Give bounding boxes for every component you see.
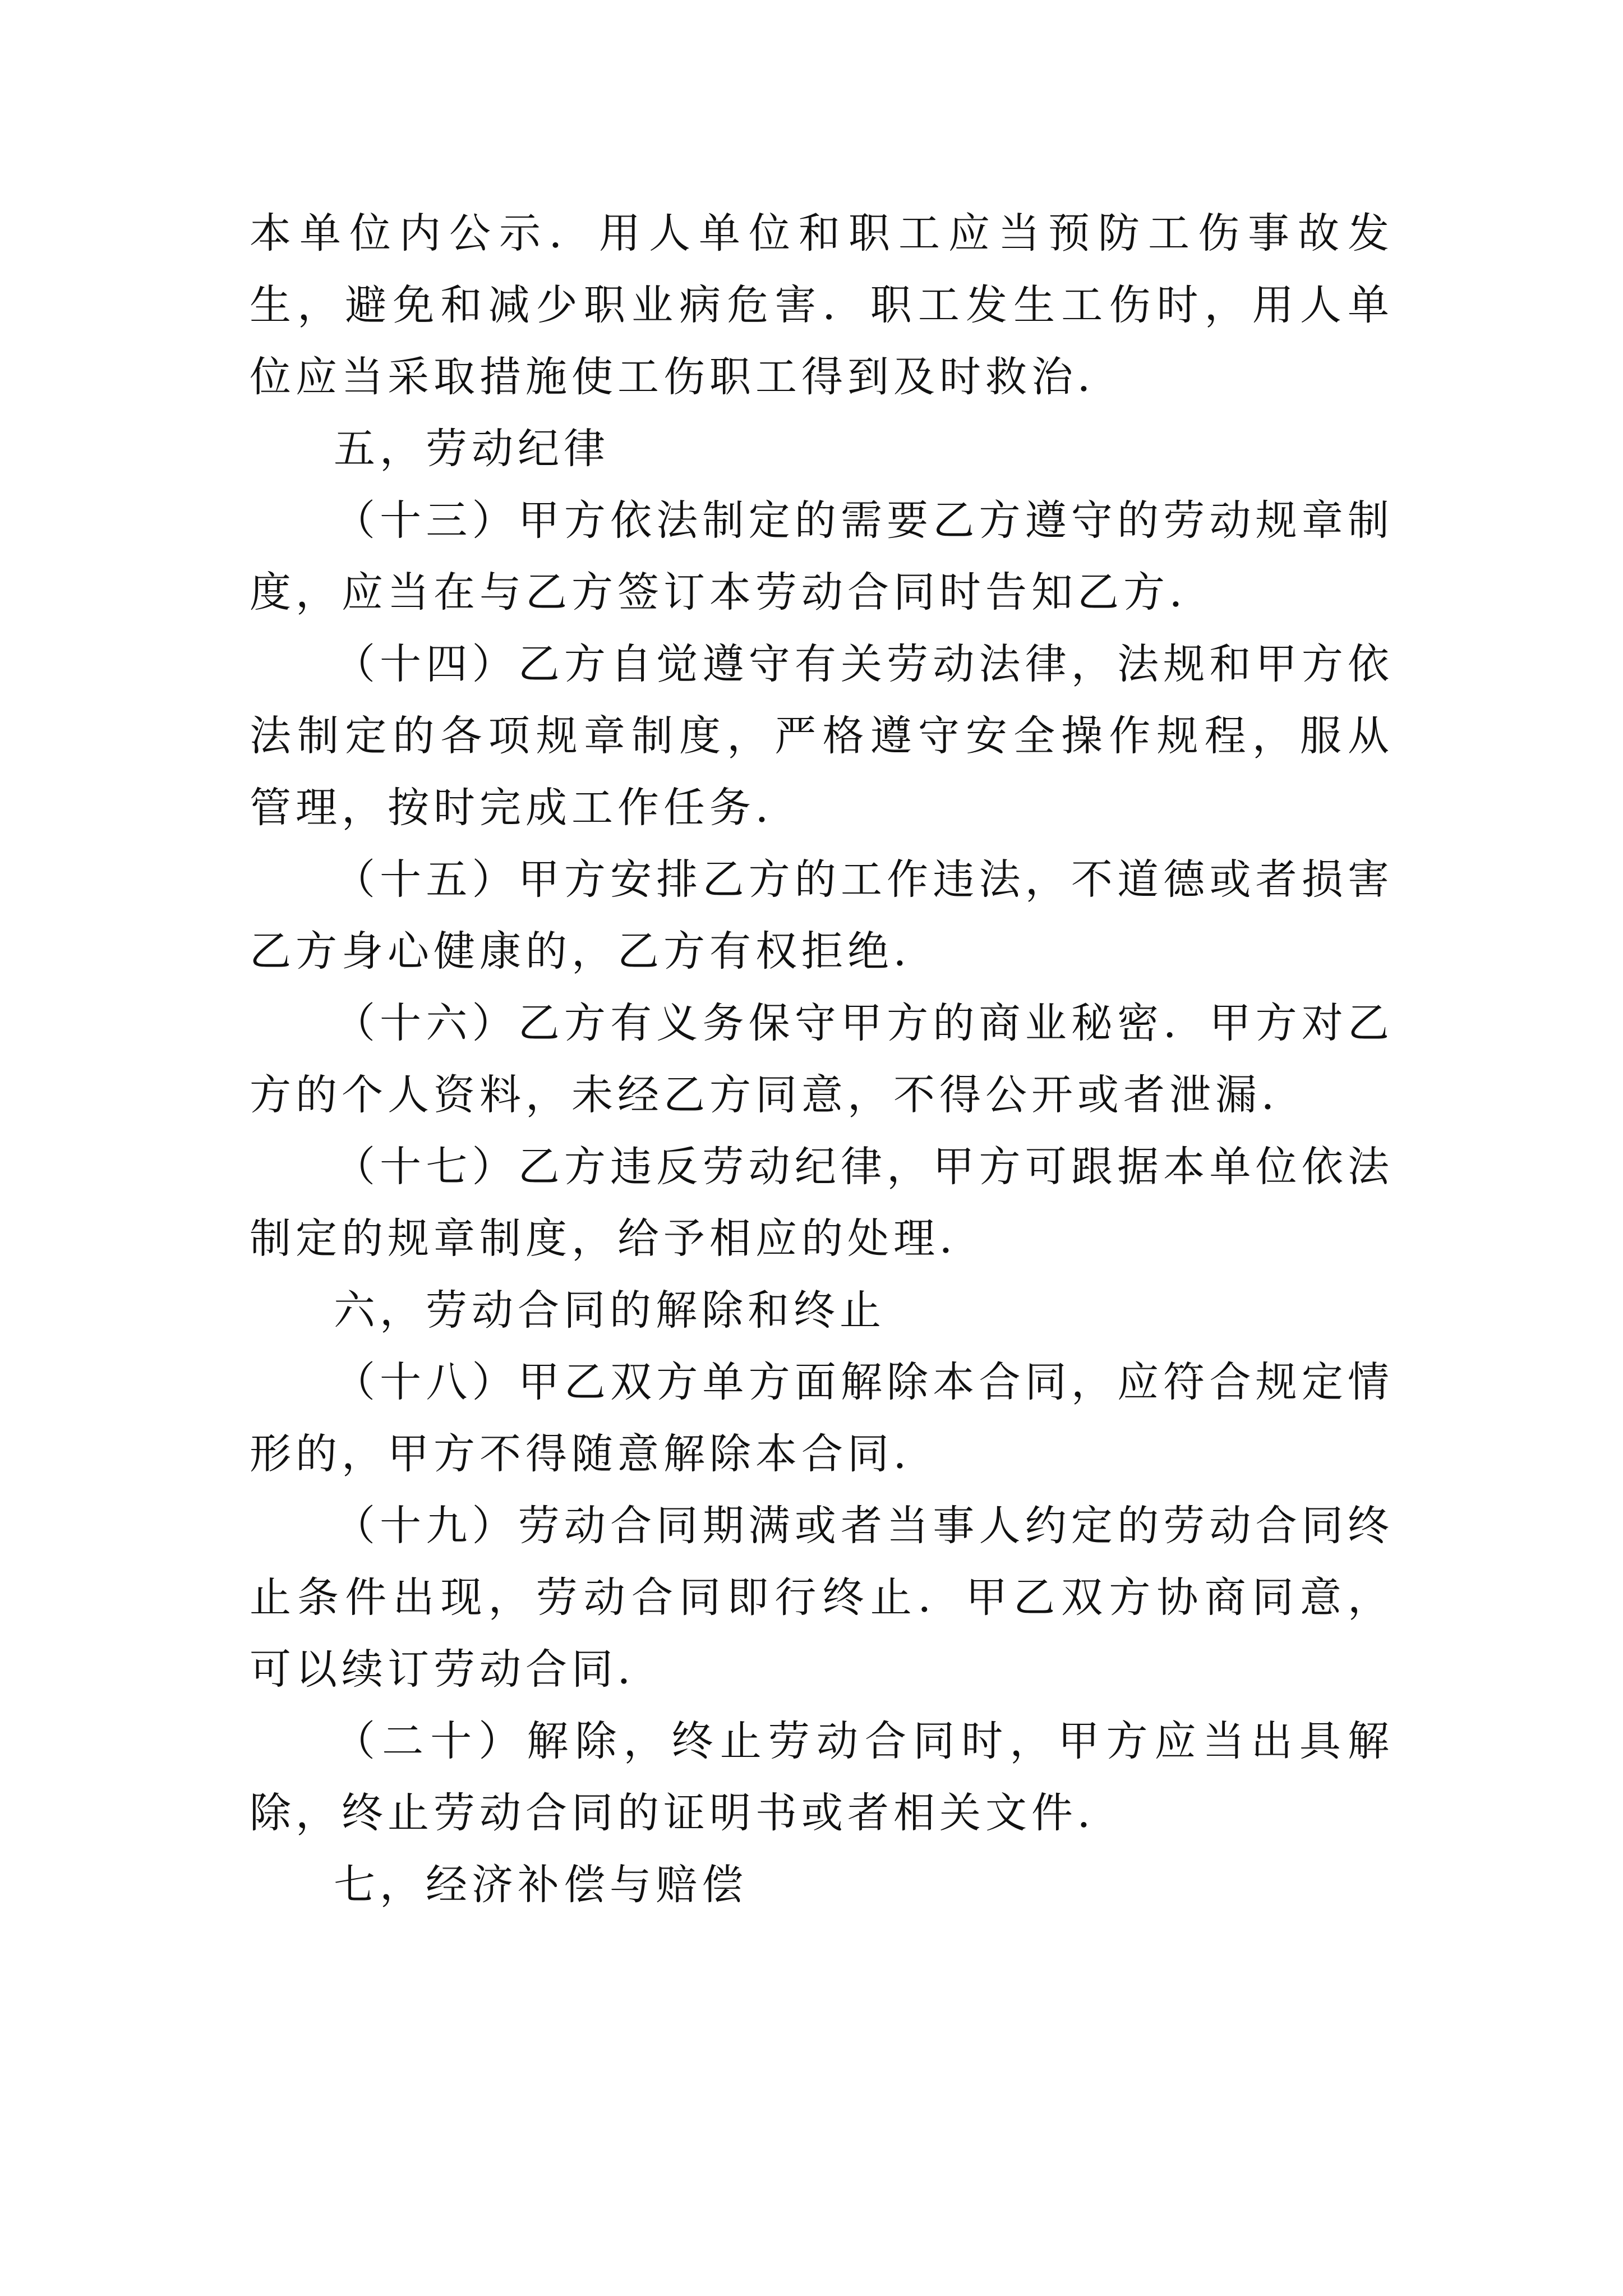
paragraph-item-15: （十五）甲方安排乙方的工作违法，不道德或者损害乙方身心健康的，乙方有权拒绝． — [250, 855, 1394, 976]
paragraph-item-20: （二十）解除，终止劳动合同时，甲方应当出具解除，终止劳动合同的证明书或者相关文件． — [250, 1717, 1394, 1837]
section-heading-contract-termination: 六，劳动合同的解除和终止 — [334, 1286, 886, 1335]
paragraph-item-13: （十三）甲方依法制定的需要乙方遵守的劳动规章制度，应当在与乙方签订本劳动合同时告知乙方． — [250, 496, 1394, 616]
paragraph-item-16: （十六）乙方有义务保守甲方的商业秘密．甲方对乙方的个人资料，未经乙方同意，不得公开或者泄漏． — [250, 999, 1394, 1119]
section-heading-compensation: 七，经济补偿与赔偿 — [334, 1861, 748, 1909]
section-heading-labor-discipline: 五，劳动纪律 — [334, 425, 610, 473]
paragraph-item-19: （十九）劳动合同期满或者当事人约定的劳动合同终止条件出现，劳动合同即行终止．甲乙双方协商同意，可以续订劳动合同． — [250, 1502, 1394, 1694]
paragraph-work-injury-notice: 本单位内公示．用人单位和职工应当预防工伤事故发生，避免和减少职业病危害．职工发生工伤时，用人单位应当采取措施使工伤职工得到及时救治． — [250, 209, 1394, 401]
paragraph-item-14: （十四）乙方自觉遵守有关劳动法律，法规和甲方依法制定的各项规章制度，严格遵守安全操作规程，服从管理，按时完成工作任务． — [250, 640, 1394, 832]
paragraph-item-18: （十八）甲乙双方单方面解除本合同，应符合规定情形的，甲方不得随意解除本合同． — [250, 1358, 1394, 1478]
document-body — [250, 197, 1394, 1921]
paragraph-item-17: （十七）乙方违反劳动纪律，甲方可跟据本单位依法制定的规章制度，给予相应的处理． — [250, 1143, 1394, 1263]
